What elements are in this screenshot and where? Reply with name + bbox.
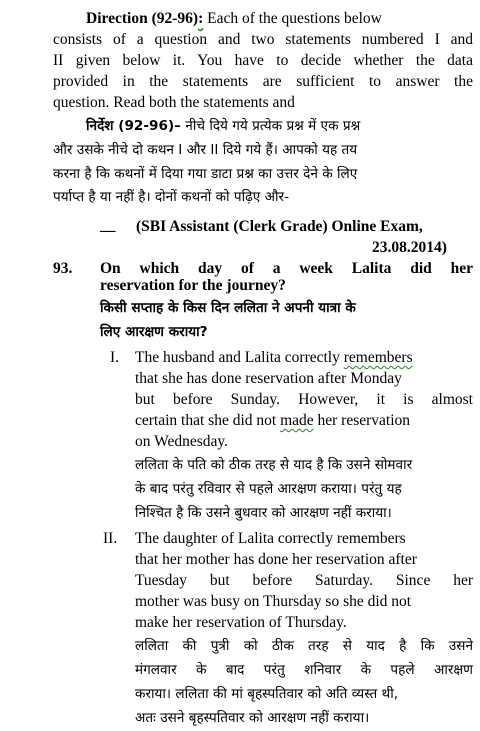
statement-1-text: The husband and Lalita correctly: [135, 349, 344, 366]
statement-1-line: but before Sunday. However, it is almost: [135, 391, 473, 408]
question-text-line: reservation for the journey?: [100, 277, 286, 294]
direction-hindi-line: और उसके नीचे दो कथन I और II दिये गये हैं। आपको यह तय: [53, 142, 358, 158]
statement-2-hindi-line: कराया। ललिता की मां बृहस्पतिवार को अति व्यस्त थी,: [135, 686, 399, 702]
source-prefix: __: [100, 217, 116, 234]
direction-text-line: consists of a question and two statements numbered I and: [53, 31, 473, 48]
statement-1-text-flagged: made: [280, 412, 314, 429]
direction-hindi-line: करना है कि कथनों में दिया गया डाटा प्रश्न का उत्तर देने के लिए: [53, 166, 358, 182]
question-number: 93.: [53, 260, 73, 277]
statement-2-line: mother was busy on Thursday so she did not: [135, 593, 412, 610]
source-date: 23.08.2014): [372, 239, 447, 256]
statement-1-hindi-line: के बाद परंतु रविवार से पहले आरक्षण कराया। परंतु यह: [135, 481, 402, 497]
statement-1-hindi-line: निश्चित है कि उसने बुधवार को आरक्षण नहीं कराया।: [135, 505, 392, 521]
statement-1-text: her reservation: [313, 412, 411, 429]
direction-hindi-label: निर्देश (92-96)–: [86, 118, 181, 134]
question-hindi-line: किसी सप्ताह के किस दिन ललिता ने अपनी यात्रा के: [100, 300, 356, 316]
statement-2-line: make her reservation of Thursday.: [135, 614, 347, 631]
statement-2-line: The daughter of Lalita correctly remembers: [135, 530, 406, 547]
direction-separator: :: [198, 10, 204, 27]
statement-1-label: I.: [110, 349, 120, 366]
statement-1-line: [135, 348, 413, 368]
direction-text-line: provided in the statements are sufficient to answer the: [53, 73, 473, 90]
direction-hindi-first-line: [86, 116, 360, 136]
question-hindi-line: लिए आरक्षण कराया?: [100, 324, 208, 340]
direction-text-line: Each of the questions below: [207, 10, 382, 27]
direction-hindi-line: पर्याप्त है या नहीं है। दोनों कथनों को पढ़िए और-: [53, 189, 289, 205]
statement-1-text-flagged: remembers: [343, 349, 413, 366]
statement-1-hindi-line: ललिता के पति को ठीक तरह से याद है कि उसने सोमवार: [135, 457, 413, 473]
direction-hindi-line: नीचे दिये गये प्रत्येक प्रश्न में एक प्रश्न: [185, 118, 361, 134]
statement-2-label: II.: [103, 530, 118, 547]
statement-1-line: on Wednesday.: [135, 433, 229, 450]
source-line: (SBI Assistant (Clerk Grade) Online Exam,: [136, 218, 423, 235]
statement-2-hindi-line: मंगलवार के बाद परंतु शनिवार के पहले आरक्षण: [135, 662, 473, 678]
statement-2-line: Tuesday but before Saturday. Since her: [135, 572, 473, 589]
direction-text-line: question. Read both the statements and: [53, 94, 295, 111]
direction-label: Direction (92-96): [86, 10, 199, 27]
direction-text-line: II given below it. You have to decide whether the data: [53, 52, 473, 69]
direction-first-line: [86, 9, 382, 29]
statement-1-line: [135, 411, 410, 431]
statement-2-line: that her mother has done her reservation after: [135, 551, 417, 568]
question-text-line: On which day of a week Lalita did her: [100, 260, 473, 277]
statement-1-text: certain that she did not: [135, 412, 281, 429]
statement-2-hindi-line: अतः उसने बृहस्पतिवार को आरक्षण नहीं कराया।: [135, 710, 370, 726]
statement-1-line: that she has done reservation after Monday: [135, 370, 402, 387]
statement-2-hindi-line: ललिता की पुत्री को ठीक तरह से याद है कि उसने: [135, 638, 473, 654]
